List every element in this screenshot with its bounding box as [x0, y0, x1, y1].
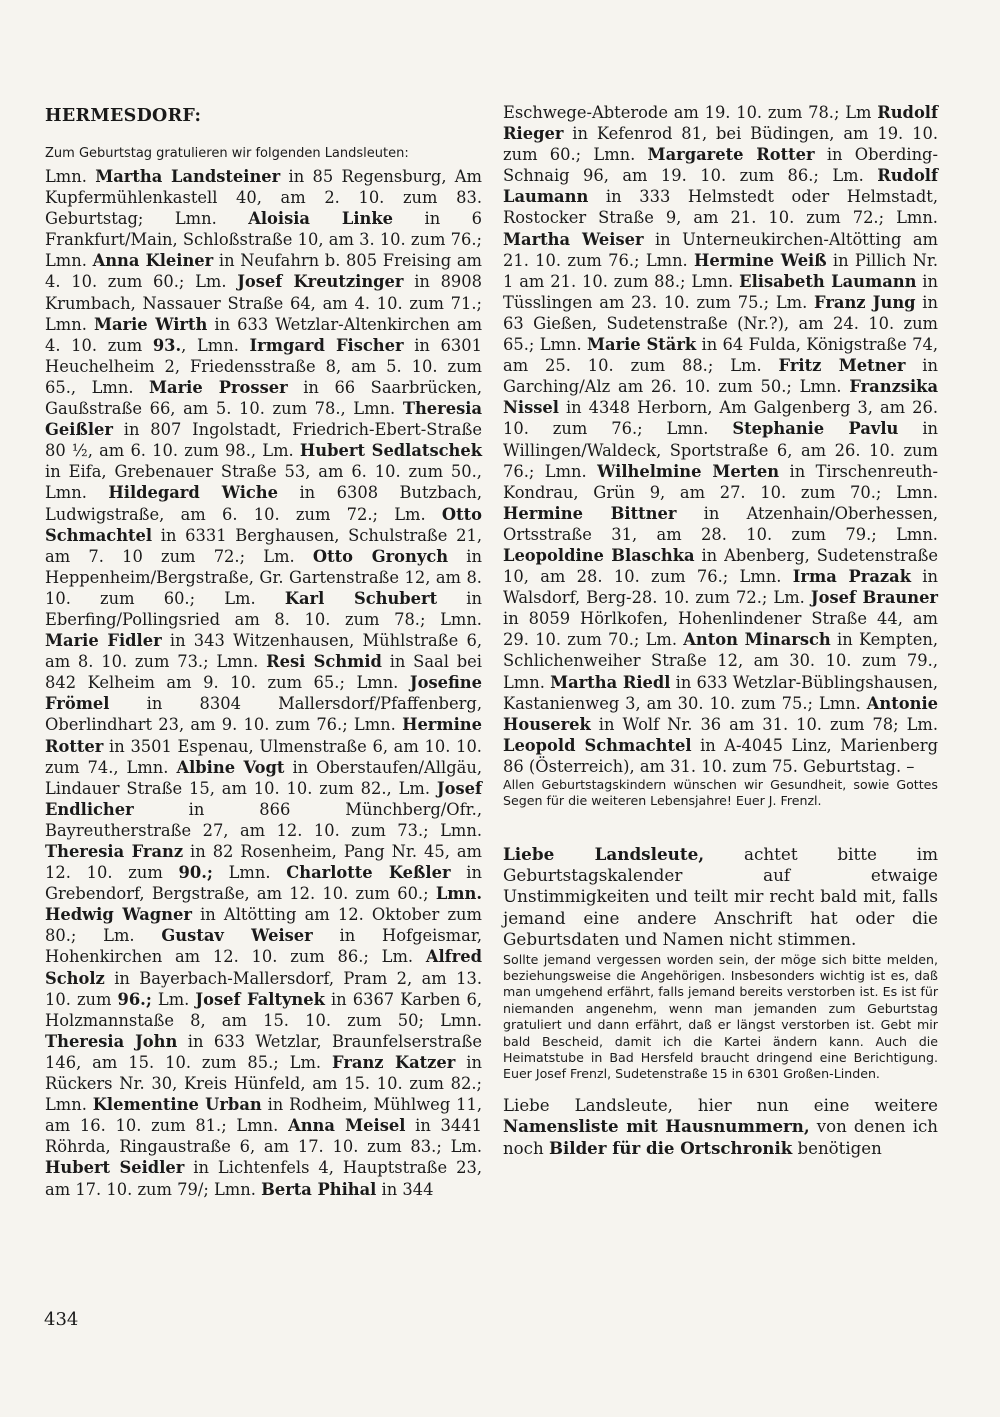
photo-request-text: Liebe Landsleute, hier nun eine weitere Namensliste mit Hausnummern, von denen ich noch Bilder für die Ortschronik benötigen	[503, 1095, 938, 1158]
bold-name: Margarete Rotter	[647, 145, 815, 165]
right-column	[503, 102, 938, 1159]
wishes-text: Allen Geburtstagskindern wünschen wir Gesundheit, sowie Gottes Segen für die weiteren Lebensjahre! Euer J. Frenzl.	[503, 777, 938, 809]
bold-name: Anton Minarsch	[683, 630, 831, 650]
bold-name: Bilder für die Ortschronik	[548, 1137, 793, 1158]
bold-name: Josef Endlicher	[45, 778, 482, 819]
birthday-list-right: Eschwege-Abterode am 19. 10. zum 78.; Lm Rudolf Rieger in Kefenrod 81, bei Büdingen, am 19. 10. zum 60.; Lmn. Margarete Rotter in Oberding-Schnaig 96, am 19. 10. zum 86.; Lm. Rudolf Laumann in 333 Helmstedt oder Helmstadt, Rostocker Straße 9, am 21. 10. zum 72.; Lmn. Martha Weiser in Unterneukirchen-Altötting am 21. 10. zum 76.; Lmn. Hermine Weiß in Pillich Nr. 1 am 21. 10. zum 88.; Lmn. Elisabeth Laumann in Tüsslingen am 23. 10. zum 75.; Lm. Franz Jung in 63 Gießen, Sudetenstraße (Nr.?), am 24. 10. zum 65.; Lmn. Marie Stärk in 64 Fulda, Königstraße 74, am 25. 10. zum 88.; Lm. Fritz Metner in Garching/Alz am 26. 10. zum 50.; Lmn. Franzsika Nissel in 4348 Herborn, Am Galgenberg 3, am 26. 10. zum 76.; Lmn. Stephanie Pavlu in Willingen/Waldeck, Sportstraße 6, am 26. 10. zum 76.; Lmn. Wilhelmine Merten in Tirschenreuth-Kondrau, Grün 9, am 27. 10. zum 70.; Lmn. Hermine Bittner in Atzenhain/Oberhessen, Ortsstraße 31, am 28. 10. zum 79.; Lmn. Leopoldine Blaschka in Abenberg, Sudetenstraße 10, am 28. 10. zum 76.; Lmn. Irma Prazak in Walsdorf, Berg-28. 10. zum 72.; Lm. Josef Brauner in 8059 Hörlkofen, Hohenlindener Straße 44, am 29. 10. zum 70.; Lm. Anton Minarsch in Kempten, Schlichenweiher Straße 12, am 30. 10. zum 79., Lmn. Martha Riedl in 633 Wetzlar-Büblingshausen, Kastanienweg 3, am 30. 10. zum 75.; Lmn. Antonie Houserek in Wolf Nr. 36 am 31. 10. zum 78; Lm. Leopold Schmachtel in A-4045 Linz, Marienberg 86 (Österreich), am 31. 10. zum 75. Geburtstag. –	[503, 103, 939, 776]
section-heading: HERMESDORF:	[45, 106, 202, 126]
bold-name: Wilhelmine Merten	[597, 461, 780, 481]
bold-name: Franz Jung	[814, 292, 916, 312]
bold-name: 90.;	[178, 863, 213, 883]
bold-name: Rudolf Rieger	[503, 103, 938, 144]
bold-name: Martha Riedl	[550, 672, 671, 692]
bold-name: Gustav Weiser	[161, 926, 313, 946]
bold-name: Alfred Scholz	[45, 947, 482, 988]
bold-name: Klementine Urban	[92, 1095, 262, 1115]
bold-name: Josef Brauner	[810, 588, 939, 608]
bold-name: Marie Prosser	[149, 377, 288, 397]
bold-name: Aloisia Linke	[248, 209, 394, 229]
bold-name: Otto Gronych	[312, 546, 449, 566]
bold-name: 96.;	[117, 989, 152, 1009]
bold-name: 93.	[152, 335, 182, 355]
bold-name: Hildegard Wiche	[108, 483, 279, 503]
bold-name: Rudolf Laumann	[503, 166, 938, 207]
bold-name: Theresia John	[45, 1031, 178, 1051]
birthday-list-left: Lmn. Martha Landsteiner in 85 Regensburg, Am Kupfermühlenkastell 40, am 2. 10. zum 83. Geburtstag; Lmn. Aloisia Linke in 6 Frankfurt/Main, Schloßstraße 10, am 3. 10. zum 76.; Lmn. Anna Kleiner in Neufahrn b. 805 Freising am 4. 10. zum 60.; Lm. Josef Kreutzinger in 8908 Krumbach, Nassauer Straße 64, am 4. 10. zum 71.; Lmn. Marie Wirth in 633 Wetzlar-Altenkirchen am 4. 10. zum 93., Lmn. Irmgard Fischer in 6301 Heuchelheim 2, Friedensstraße 8, am 5. 10. zum 65., Lmn. Marie Prosser in 66 Saarbrücken, Gaußstraße 66, am 5. 10. zum 78., Lmn. Theresia Geißler in 807 Ingolstadt, Friedrich-Ebert-Straße 80 ½, am 6. 10. zum 98., Lm. Hubert Sedlatschek in Eifa, Grebenauer Straße 53, am 6. 10. zum 50., Lmn. Hildegard Wiche in 6308 Butzbach, Ludwigstraße, am 6. 10. zum 72.; Lm. Otto Schmachtel in 6331 Berghausen, Schulstraße 21, am 7. 10 zum 72.; Lm. Otto Gronych in Heppenheim/Bergstraße, Gr. Gartenstraße 12, am 8. 10. zum 60.; Lm. Karl Schubert in Eberfing/Pollingsried am 8. 10. zum 78.; Lmn. Marie Fidler in 343 Witzenhausen, Mühlstraße 6, am 8. 10. zum 73.; Lmn. Resi Schmid in Saal bei 842 Kelheim am 9. 10. zum 65.; Lmn. Josefine Frömel in 8304 Mallersdorf/Pfaffenberg, Oberlindhart 23, am 9. 10. zum 76.; Lmn. Hermine Rotter in 3501 Espenau, Ulmenstraße 6, am 10. 10. zum 74., Lmn. Albine Vogt in Oberstaufen/Allgäu, Lindauer Straße 15, am 10. 10. zum 82., Lm. Josef Endlicher in 866 Münchberg/Ofr., Bayreutherstraße 27, am 12. 10. zum 73.; Lmn. Theresia Franz in 82 Rosenheim, Pang Nr. 45, am 12. 10. zum 90.; Lmn. Charlotte Keßler in Grebendorf, Bergstraße, am 12. 10. zum 60.; Lmn. Hedwig Wagner in Altötting am 12. Oktober zum 80.; Lm. Gustav Weiser in Hofgeismar, Hohenkirchen am 12. 10. zum 86.; Lm. Alfred Scholz in Bayerbach-Mallersdorf, Pram 2, am 13. 10. zum 96.; Lm. Josef Faltynek in 6367 Karben 6, Holzmannstaße 8, am 15. 10. zum 50; Lmn. Theresia John in 633 Wetzlar, Braunfelserstraße 146, am 15. 10. zum 85.; Lm. Franz Katzer in Rückers Nr. 30, Kreis Hünfeld, am 15. 10. zum 82.; Lmn. Klementine Urban in Rodheim, Mühlweg 11, am 16. 10. zum 81.; Lmn. Anna Meisel in 3441 Röhrda, Ringaustraße 6, am 17. 10. zum 83.; Lm. Hubert Seidler in Lichtenfels 4, Hauptstraße 23, am 17. 10. zum 79/; Lmn. Berta Phihal in 344	[45, 167, 483, 1199]
bold-name: Irma Prazak	[792, 567, 911, 587]
bold-name: Irmgard Fischer	[249, 335, 404, 355]
bold-name: Karl Schubert	[284, 588, 438, 608]
bold-name: Hermine Rotter	[45, 715, 482, 756]
bold-name: Marie Stärk	[586, 335, 697, 355]
bold-name: Theresia Geißler	[45, 399, 482, 440]
bold-name: Albine Vogt	[176, 757, 285, 777]
bold-name: Resi Schmid	[266, 652, 382, 672]
bold-name: Josef Kreutzinger	[237, 272, 404, 292]
intro-text: Zum Geburtstag gratulieren wir folgenden Landsleuten:	[45, 146, 409, 161]
bold-name: Lmn. Hedwig Wagner	[45, 884, 482, 925]
page-number: 434	[44, 1309, 79, 1330]
notice-small-text: Sollte jemand vergessen worden sein, der möge sich bitte melden, beziehungsweise die Angehörigen. Insbesonders wichtig ist es, daß man umgehend erfährt, falls jemand bereits verstorben ist. Es ist für niemanden angenehm, wenn man jemanden zum Geburtstag gratuliert und dann erfährt, daß er längst verstorben ist. Gebt mir bald Bescheid, damit ich die Kartei ändern kann. Auch die Heimatstube in Bad Hersfeld braucht dringend eine Berichtigung. Euer Josef Frenzl, Sudetenstraße 15 in 6301 Großen-Linden.	[503, 951, 938, 1082]
left-column	[45, 106, 482, 1200]
bold-name: Hubert Seidler	[45, 1158, 185, 1178]
bold-name: Berta Phihal	[261, 1179, 377, 1199]
bold-name: Josefine Frömel	[45, 673, 482, 714]
bold-name: Elisabeth Laumann	[739, 271, 917, 291]
bold-name: Theresia Franz	[45, 842, 184, 861]
bold-name: Josef Faltynek	[195, 989, 325, 1009]
bold-name: Hermine Bittner	[503, 503, 677, 523]
bold-name: Marie Wirth	[93, 314, 208, 334]
bold-name: Antonie Houserek	[503, 693, 938, 734]
notice-text: Liebe Landsleute, achtet bitte im Geburtstagskalender auf etwaige Unstimmigkeiten und teilt mir recht bald mit, falls jemand eine andere Anschrift hat oder die Geburtsdaten und Namen nicht stimmen.	[503, 843, 938, 950]
bold-name: Fritz Metner	[778, 356, 906, 376]
bold-name: Hermine Weiß	[694, 250, 827, 270]
bold-name: Martha Landsteiner	[95, 167, 281, 186]
bold-name: Namensliste mit Hausnummern,	[503, 1116, 810, 1137]
bold-name: Charlotte Keßler	[286, 863, 451, 883]
bold-name: Anna Meisel	[288, 1116, 406, 1136]
bold-name: Hubert Sedlatschek	[299, 441, 482, 461]
bold-name: Leopold Schmachtel	[503, 735, 692, 755]
bold-name: Anna Kleiner	[92, 251, 214, 271]
bold-name: Otto Schmachtel	[45, 504, 482, 545]
bold-name: Liebe Landsleute,	[503, 843, 705, 864]
bold-name: Stephanie Pavlu	[732, 419, 899, 439]
bold-name: Marie Fidler	[45, 631, 162, 651]
bold-name: Leopoldine Blaschka	[503, 545, 695, 565]
bold-name: Franz Katzer	[332, 1052, 456, 1072]
bold-name: Martha Weiser	[503, 229, 644, 249]
bold-name: Franzsika Nissel	[503, 377, 938, 418]
